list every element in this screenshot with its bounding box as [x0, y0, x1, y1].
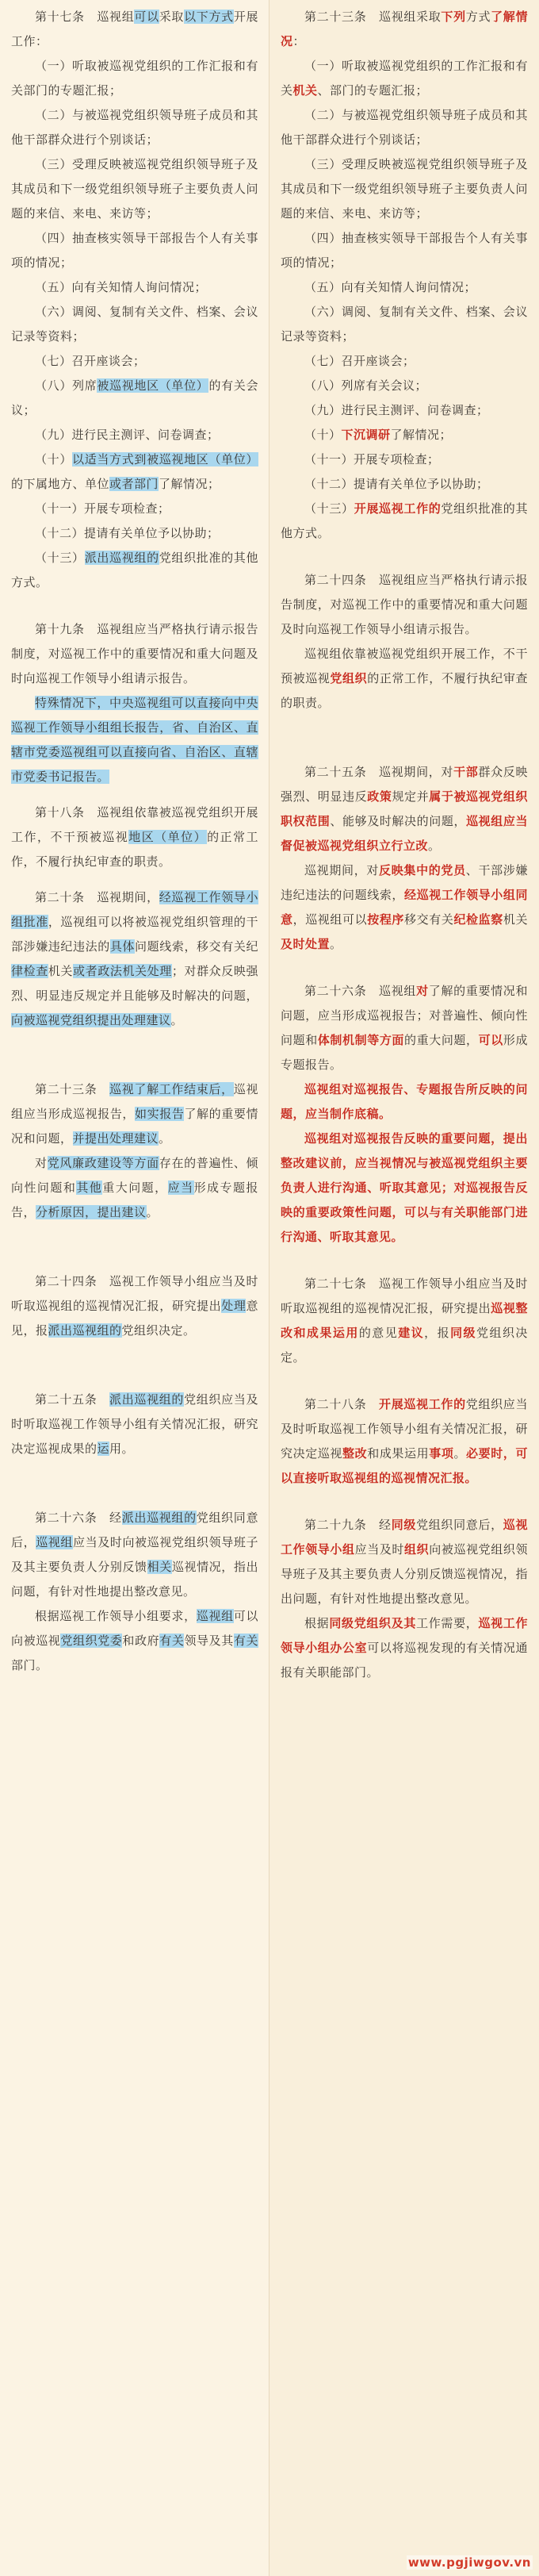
text-run: 了解的重要情况和问题，	[11, 1107, 258, 1146]
highlighted-text: 或者部门	[109, 477, 159, 491]
text-run: 、干部涉嫌违纪违法的问题线索，	[281, 863, 528, 902]
text-run: 和成果运用	[367, 1446, 430, 1461]
text-run: 党组织批准的其他方式。	[281, 501, 528, 540]
text-run: 。	[330, 937, 342, 951]
text-run: （十二）提请有关单位予以协助；	[304, 477, 489, 491]
text-run: 。	[146, 1205, 159, 1219]
text-run: （四）抽查核实领导干部报告个人有关事项的情况；	[281, 231, 528, 270]
text-run: 了解情况；	[159, 477, 220, 491]
paragraph-gap	[281, 957, 528, 979]
text-run: 移交有关	[404, 912, 454, 927]
revised-text: 必要时，可以直接听取巡视组的巡视情况汇报。	[281, 1446, 528, 1485]
left-paragraph	[11, 447, 258, 497]
text-run: ，巡视组可以	[292, 912, 368, 927]
paragraph-gap	[281, 716, 528, 760]
right-paragraph	[281, 423, 528, 447]
paragraph-gap	[11, 789, 258, 800]
paragraph-gap	[11, 1033, 258, 1077]
text-run: （十）	[304, 428, 342, 442]
text-run: （十三）	[304, 501, 354, 516]
text-run: 第二十五条 巡视期间，对	[304, 765, 454, 779]
text-run: （二）与被巡视党组织领导班子成员和其他干部群众进行个别谈话；	[11, 108, 258, 147]
text-run: 第十八条 巡视组依靠被巡视党组织开展工作，不干预被巡视	[11, 805, 258, 844]
paragraph-gap	[11, 1343, 258, 1388]
text-run: 开展工作：	[11, 10, 258, 48]
highlighted-text: 党组织党委	[60, 1634, 123, 1648]
right-paragraph	[281, 275, 528, 300]
right-paragraph	[281, 374, 528, 398]
left-paragraph	[11, 54, 258, 103]
text-run: 巡视情况，指出问题，有针对性地提出整改意见。	[11, 1560, 258, 1599]
left-paragraph	[11, 374, 258, 423]
left-paragraph	[11, 1077, 258, 1151]
text-run: （九）进行民主测评、问卷调查；	[304, 403, 489, 417]
text-run: 的有关会议；	[11, 378, 258, 417]
text-run: 党组织批准的其他方式。	[11, 551, 258, 589]
right-paragraph	[281, 1272, 528, 1370]
left-paragraph	[11, 1151, 258, 1225]
revised-text: 下列	[441, 10, 466, 24]
highlighted-text: 派出巡视组的	[84, 551, 159, 565]
highlighted-text: 巡视组	[196, 1609, 234, 1623]
text-run: 第二十七条 巡视工作领导小组应当及时听取巡视组的巡视情况汇报，研究提出	[281, 1276, 528, 1315]
paragraph-gap	[11, 595, 258, 617]
revised-text: 反映集中的党员	[379, 863, 466, 877]
right-paragraph	[281, 103, 528, 152]
text-run: （一）听取被巡视党组织的工作汇报和有关部门的专题汇报；	[11, 59, 258, 98]
revised-text: 巡视工作领导小组	[281, 1518, 528, 1557]
paragraph-gap	[11, 1461, 258, 1506]
right-paragraph	[281, 568, 528, 642]
text-run: 的重大问题，	[404, 1033, 479, 1047]
right-paragraph	[281, 858, 528, 957]
left-paragraph	[11, 521, 258, 546]
right-paragraph	[281, 497, 528, 546]
left-paragraph	[11, 423, 258, 447]
revised-text: 巡视组对巡视报告、专题报告所反映的问题，应当制作底稿。	[281, 1082, 528, 1121]
highlighted-text: 有关	[159, 1634, 185, 1648]
text-run: （八）列席	[35, 378, 97, 393]
watermark: www.pgjiwgov.vn	[407, 2555, 531, 2570]
right-paragraph	[281, 642, 528, 716]
revised-text: 巡视整改和成果运用	[281, 1301, 528, 1340]
right-paragraph	[281, 1077, 528, 1127]
text-run: 第二十九条 经	[304, 1518, 392, 1532]
text-run: 党组织同意后，	[416, 1518, 503, 1532]
text-run: 第二十六条 经	[35, 1511, 122, 1525]
highlighted-text: 有关	[233, 1634, 258, 1648]
revised-text: 对	[416, 984, 429, 998]
left-paragraph	[11, 152, 258, 226]
text-run: 党组织应当及时听取巡视工作领导小组有关情况汇报，研究决定巡视	[281, 1397, 528, 1461]
text-run: （七）召开座谈会；	[35, 354, 146, 368]
left-paragraph	[11, 349, 258, 374]
text-run: 了解情况；	[390, 428, 453, 442]
text-run: （十一）开展专项检查；	[35, 501, 170, 516]
paragraph-gap	[11, 874, 258, 885]
left-paragraph	[11, 691, 258, 789]
highlighted-text: 如实报告	[135, 1107, 185, 1121]
text-run: 第二十三条 巡视组采取	[304, 10, 442, 24]
revised-text: 下沉调研	[341, 428, 391, 442]
text-run: 。	[170, 1013, 184, 1027]
text-run: 用。	[109, 1442, 135, 1456]
text-run: （十）	[35, 452, 73, 466]
highlighted-text: 向被巡视党组织提出处理建议	[11, 1013, 171, 1027]
text-run: （九）进行民主测评、问卷调查；	[35, 428, 220, 442]
left-paragraph	[11, 1269, 258, 1343]
text-run: 工作需要，	[416, 1616, 479, 1630]
right-paragraph	[281, 979, 528, 1077]
revised-text: 同级	[450, 1326, 477, 1340]
revised-text: 开展巡视工作的	[379, 1397, 466, 1411]
right-paragraph	[281, 472, 528, 497]
text-run: 根据	[304, 1616, 330, 1630]
text-run: （五）向有关知情人询问情况；	[304, 280, 477, 294]
left-paragraph	[11, 800, 258, 874]
highlighted-text: 被巡视地区（单位）	[97, 378, 209, 393]
text-run: 应当及时向被巡视党组织领导班子及其主要负责人分别反馈	[11, 1535, 258, 1574]
right-paragraph	[281, 1513, 528, 1611]
text-run: （八）列席有关会议；	[304, 378, 428, 393]
text-run: 巡视期间，对	[304, 863, 380, 877]
highlighted-text: 经巡视工作领导小组批准	[11, 890, 258, 929]
revised-text: 可以	[478, 1033, 503, 1047]
text-run: 规定并	[392, 789, 430, 804]
highlighted-text: 处理	[221, 1299, 247, 1313]
highlighted-text: 或者政法机关处理	[73, 964, 172, 978]
highlighted-text: 其他	[76, 1181, 103, 1195]
text-run: 根据巡视工作领导小组要求，	[35, 1609, 197, 1623]
left-paragraph	[11, 275, 258, 300]
text-run: ：	[292, 34, 306, 48]
text-run: 重大问题，	[102, 1181, 168, 1195]
left-paragraph	[11, 1604, 258, 1678]
text-run: 党组织同意后，	[11, 1511, 258, 1549]
text-run: 党组织决定。	[281, 1326, 528, 1365]
paragraph-gap	[281, 1370, 528, 1392]
paragraph-gap	[11, 1225, 258, 1269]
text-run: 机关	[48, 964, 74, 978]
text-run: 机关	[503, 912, 528, 927]
text-run: （四）抽查核实领导干部报告个人有关事项的情况；	[11, 231, 258, 270]
revised-text: 整改	[342, 1446, 368, 1461]
text-run: ，巡视组可以将被巡视党组织管理的干部涉嫌违纪违法的	[11, 915, 258, 954]
highlighted-text: 分析原因，提出建议	[36, 1205, 147, 1219]
text-run: 存在的普遍性、倾向性问题和	[11, 1156, 258, 1195]
text-run: 对	[35, 1156, 48, 1170]
revised-text: 同级	[391, 1518, 417, 1532]
text-run: 的正常工作，不履行执纪审查的职责。	[281, 671, 528, 710]
right-paragraph	[281, 398, 528, 423]
left-paragraph	[11, 226, 258, 275]
paragraph-gap	[281, 1491, 528, 1513]
text-run: （十二）提请有关单位予以协助；	[35, 526, 220, 540]
right-paragraph	[281, 226, 528, 275]
text-run: 。	[159, 1131, 171, 1146]
text-run: （三）受理反映被巡视党组织领导班子及其成员和下一级党组织领导班子主要负责人问题的来信、来电、来访等；	[11, 157, 258, 221]
left-paragraph	[11, 617, 258, 691]
text-run: （三）受理反映被巡视党组织领导班子及其成员和下一级党组织领导班子主要负责人问题的来信、来电、来访等；	[281, 157, 528, 221]
highlighted-text: 律检查	[11, 964, 48, 978]
paragraph-gap	[281, 546, 528, 568]
revised-text: 事项	[429, 1446, 454, 1461]
left-paragraph	[11, 546, 258, 595]
left-paragraph	[11, 5, 258, 54]
right-paragraph	[281, 760, 528, 858]
text-run: 了解的重要情况和问题，应当形成巡视报告；对普遍性、倾向性问题和	[281, 984, 528, 1047]
revised-text: 党组织	[330, 671, 368, 685]
text-run: 第十九条 巡视组应当严格执行请示报告制度，对巡视工作中的重要情况和重大问题及时向巡视工作领导小组请示报告。	[11, 622, 258, 685]
text-run: 问题线索，移交有关纪	[135, 939, 258, 954]
revised-text: 开展巡视工作的	[354, 501, 442, 516]
text-run: 方式	[465, 10, 491, 24]
highlighted-text: 派出巡视组的	[48, 1323, 122, 1338]
text-run: ；对群众反映强烈、明显违反规定并且能够及时解决的问题，	[11, 964, 258, 1003]
highlighted-text: 具体	[109, 939, 136, 954]
left-paragraph	[11, 1388, 258, 1461]
revised-text: 建议	[398, 1326, 425, 1340]
text-run: （十一）开展专项检查；	[304, 452, 440, 466]
highlighted-text: 派出巡视组的	[109, 1392, 185, 1407]
text-run: （十三）	[35, 551, 85, 565]
text-run: 形成专题报告，	[11, 1181, 258, 1219]
text-run: ，报	[424, 1326, 451, 1340]
left-paragraph	[11, 885, 258, 1033]
right-paragraph	[281, 5, 528, 54]
right-column-new-regulation	[270, 0, 539, 2576]
revised-text: 巡视组对巡视报告反映的重要问题，提出整改建议前，应当视情况与被巡视党组织主要负责人进行沟通、听取其意见；对巡视报告反映的重要政策性问题，可以与有关职能部门进行沟通、听取其意见。	[281, 1131, 528, 1244]
right-paragraph	[281, 447, 528, 472]
revised-text: 属于被巡视党组织职权范围	[281, 789, 528, 828]
highlighted-text: 以下方式	[184, 10, 234, 24]
revised-text: 巡视工作领导小组办公室	[281, 1616, 528, 1655]
revised-text: 按程序	[367, 912, 405, 927]
text-run: （七）召开座谈会；	[304, 354, 415, 368]
right-paragraph	[281, 1392, 528, 1491]
text-run: 第二十八条	[304, 1397, 380, 1411]
text-run: 第二十四条 巡视工作领导小组应当及时听取巡视组的巡视情况汇报，研究提出	[11, 1274, 258, 1313]
text-run: 第二十条 巡视期间，	[35, 890, 159, 904]
highlighted-text: 地区（单位）	[128, 830, 208, 844]
revised-text: 巡视组应当督促被巡视党组织立行立改	[281, 814, 528, 853]
text-run: （二）与被巡视党组织领导班子成员和其他干部群众进行个别谈话；	[281, 108, 528, 147]
revised-text: 体制机制等方面	[317, 1033, 405, 1047]
text-run: 、部门的专题汇报；	[317, 83, 429, 98]
text-run: 的正常工作，不履行执纪审查的职责。	[11, 830, 258, 869]
highlighted-text: 相关	[147, 1560, 172, 1574]
highlighted-text: 运	[97, 1442, 110, 1456]
revised-text: 及时处置	[281, 937, 331, 951]
highlighted-text: 以适当方式到被巡视地区（单位）	[72, 452, 258, 466]
revised-text: 政策	[367, 789, 392, 804]
text-run: 党组织决定。	[121, 1323, 196, 1338]
left-paragraph	[11, 1506, 258, 1604]
left-paragraph	[11, 103, 258, 152]
text-run: 可以将巡视发现的有关情况通报有关职能部门。	[281, 1641, 528, 1680]
text-run: 第二十五条	[35, 1392, 110, 1407]
text-run: 应当及时	[354, 1542, 405, 1557]
left-paragraph	[11, 300, 258, 349]
highlighted-text: 派出巡视组的	[121, 1511, 197, 1525]
text-run: 领导及其	[184, 1634, 234, 1648]
text-run: 第二十四条 巡视组应当严格执行请示报告制度，对巡视工作中的重要情况和重大问题及时向巡视工作领导小组请示报告。	[281, 573, 528, 636]
highlighted-text: 巡视了解工作结束后，	[109, 1082, 234, 1096]
text-run: 第二十三条	[35, 1082, 110, 1096]
right-paragraph	[281, 300, 528, 349]
highlighted-text: 巡视组	[36, 1535, 74, 1549]
text-run: 意见，报	[11, 1299, 258, 1338]
paragraph-gap	[281, 1250, 528, 1272]
highlighted-text: 党风廉政建设等方面	[47, 1156, 159, 1170]
text-run: 形成专题报告。	[281, 1033, 528, 1072]
highlighted-text: 应当	[167, 1181, 194, 1195]
text-run: 向被巡视党组织领导班子及其主要负责人分别反馈巡视情况，指出问题，有针对性地提出整改意见。	[281, 1542, 528, 1606]
text-run: 。	[453, 1446, 467, 1461]
right-paragraph	[281, 349, 528, 374]
text-run: 巡视组依靠被巡视党组织开展工作，不干预被巡视	[281, 647, 528, 685]
text-run: 采取	[159, 10, 185, 24]
right-paragraph	[281, 1127, 528, 1250]
highlighted-text: 并提出处理建议	[72, 1131, 159, 1146]
highlighted-text: 可以	[134, 10, 159, 24]
right-paragraph	[281, 152, 528, 226]
text-run: 和政府	[122, 1634, 160, 1648]
text-run: 巡视组应当形成巡视报告，	[11, 1082, 258, 1121]
text-run: （五）向有关知情人询问情况；	[35, 280, 208, 294]
right-paragraph	[281, 1611, 528, 1685]
text-run: 的下属地方、单位	[11, 477, 110, 491]
text-run: 、能够及时解决的问题，	[330, 814, 467, 828]
revised-text: 了解情况	[281, 10, 528, 48]
revised-text: 机关	[292, 83, 318, 98]
revised-text: 同级党组织及其	[329, 1616, 417, 1630]
text-run: （六）调阅、复制有关文件、档案、会议记录等资料；	[281, 305, 528, 344]
text-run: 党组织应当及时听取巡视工作领导小组有关情况汇报，研究决定巡视成果的	[11, 1392, 258, 1456]
text-run: 的意见	[358, 1326, 399, 1340]
text-run: （一）听取被巡视党组织的工作汇报和有关	[281, 59, 528, 98]
revised-text: 经巡视工作领导小组同意	[281, 888, 528, 927]
text-run: 第二十六条 巡视组	[304, 984, 417, 998]
text-run: 部门。	[11, 1658, 48, 1672]
left-paragraph	[11, 497, 258, 521]
highlighted-text: 特殊情况下，中央巡视组可以直接向中央巡视工作领导小组组长报告，省、自治区、直辖市党委巡视组可以直接向省、自治区、直辖市党委书记报告。	[11, 696, 258, 784]
text-run: 。	[428, 839, 441, 853]
text-run: 可以向被巡视	[11, 1609, 258, 1648]
right-paragraph	[281, 54, 528, 103]
text-run: （六）调阅、复制有关文件、档案、会议记录等资料；	[11, 305, 258, 344]
revised-text: 干部	[453, 765, 479, 779]
text-run: 第十七条 巡视组	[35, 10, 135, 24]
text-run: 群众反映强烈、明显违反	[281, 765, 528, 804]
revised-text: 纪检监察	[453, 912, 503, 927]
revised-text: 组织	[404, 1542, 430, 1557]
